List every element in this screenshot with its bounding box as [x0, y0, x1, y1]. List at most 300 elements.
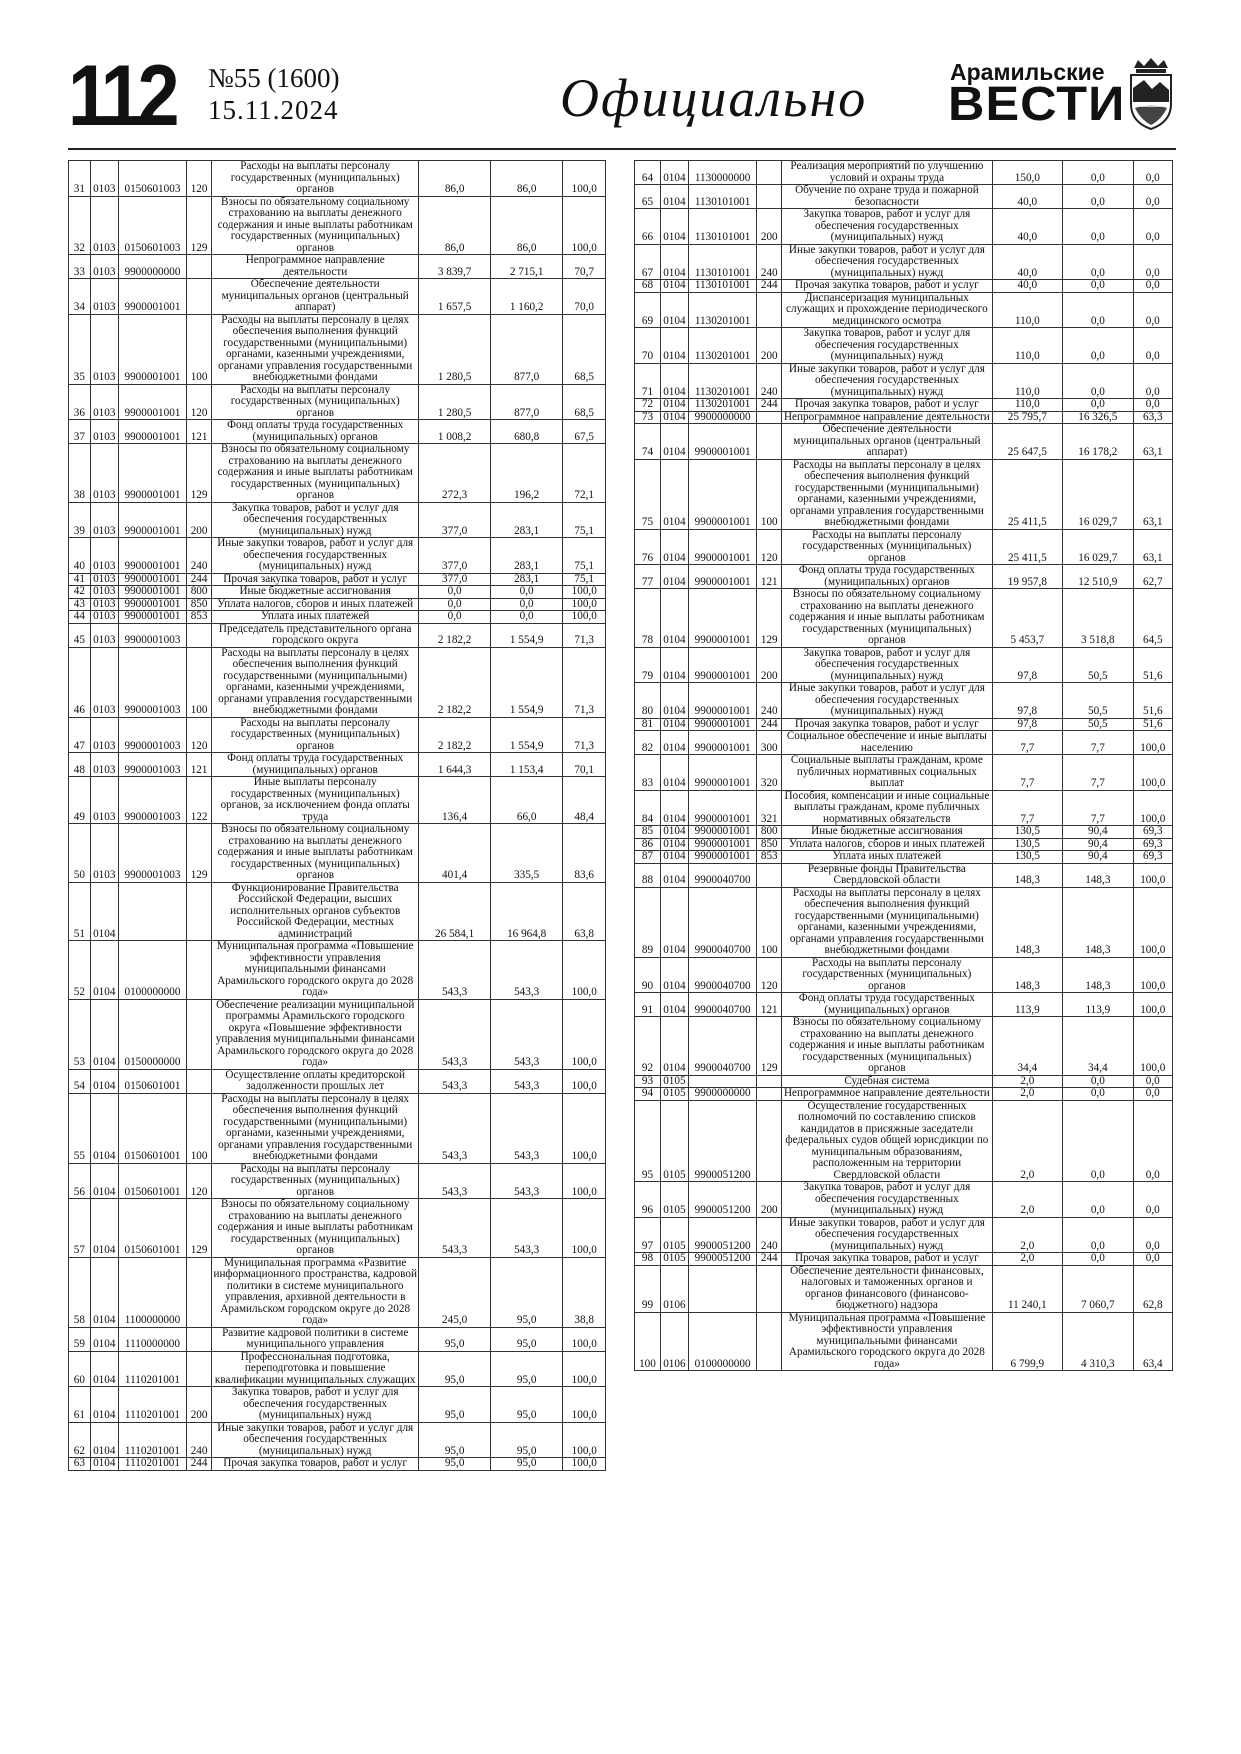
target-article-code: 1110201001 [118, 1387, 186, 1423]
row-number: 75 [635, 459, 661, 529]
row-number: 56 [69, 1163, 91, 1199]
target-article-code: 9900001001 [118, 420, 186, 444]
executed-amount: 283,1 [490, 538, 563, 574]
executed-amount: 90,4 [1063, 838, 1133, 851]
item-description: Закупка товаров, работ и услуг для обеспечения государственных (муниципальных) нужд [782, 1182, 992, 1218]
row-number: 64 [635, 161, 661, 185]
executed-amount: 283,1 [490, 573, 563, 586]
planned-amount: 19 957,8 [992, 565, 1062, 589]
execution-percent: 70,7 [563, 255, 606, 279]
table-left-column [68, 160, 606, 1471]
item-description: Фонд оплаты труда государственных (муниципальных) органов [212, 753, 419, 777]
planned-amount: 1 280,5 [419, 314, 491, 384]
target-article-code: 9900001001 [688, 790, 756, 826]
item-description: Функционирование Правительства Российской Федерации, высших исполнительных органов субъектов Российской Федерации, местных администраций [212, 882, 419, 941]
target-article-code: 9900040700 [688, 1017, 756, 1076]
table-row [69, 623, 606, 647]
planned-amount: 86,0 [419, 161, 491, 197]
execution-percent: 100,0 [1133, 957, 1172, 993]
expense-type-code: 129 [187, 444, 212, 503]
item-description: Муниципальная программа «Развитие информационного пространства, кадровой политики в системе муниципального управления, архивной деятельности в Арамильском городском округе до 2028 года» [213, 1257, 417, 1326]
executed-amount: 0,0 [1063, 244, 1133, 280]
table-row [635, 1265, 1173, 1312]
row-number: 83 [635, 755, 661, 791]
section-code: 0104 [90, 1387, 118, 1423]
target-article-code: 9900001001 [118, 444, 186, 503]
table-row [69, 444, 606, 503]
section-code: 0105 [660, 1253, 688, 1266]
item-description: Иные закупки товаров, работ и услуг для обеспечения государственных (муниципальных) нужд [212, 1422, 419, 1458]
planned-amount: 0,0 [419, 611, 491, 624]
item-description: Иные выплаты персоналу государственных (муниципальных) органов, за исключением фонда оплаты труда [212, 777, 419, 824]
executed-amount: 50,5 [1063, 718, 1133, 731]
section-code: 0103 [90, 444, 118, 503]
row-number: 53 [69, 999, 91, 1069]
execution-percent: 100,0 [563, 941, 606, 1000]
executed-amount: 2 715,1 [490, 255, 563, 279]
row-number: 36 [69, 384, 91, 420]
table-row [635, 529, 1173, 565]
expense-type-code: 200 [757, 647, 782, 683]
expense-type-code: 240 [757, 363, 782, 399]
planned-amount: 25 647,5 [992, 424, 1062, 460]
target-article-code: 9900001001 [688, 683, 756, 719]
expense-type-code: 129 [187, 1199, 212, 1258]
expense-type-code [187, 1257, 212, 1327]
brand-name-bottom: ВЕСТИ [948, 78, 1126, 131]
executed-amount: 0,0 [1063, 209, 1133, 245]
section-code: 0104 [660, 459, 688, 529]
row-number: 65 [635, 185, 661, 209]
section-code: 0104 [660, 851, 688, 864]
target-article-code: 0150601001 [118, 1069, 186, 1093]
target-article-code: 9900001001 [118, 384, 186, 420]
planned-amount: 6 799,9 [992, 1312, 1062, 1371]
expense-type-code: 120 [187, 717, 212, 753]
section-code: 0104 [90, 1069, 118, 1093]
section-code: 0104 [90, 1199, 118, 1258]
expense-type-code: 850 [187, 598, 212, 611]
section-code: 0104 [90, 999, 118, 1069]
execution-percent: 63,1 [1133, 459, 1172, 529]
row-number: 48 [69, 753, 91, 777]
planned-amount: 401,4 [419, 824, 491, 883]
item-description: Прочая закупка товаров, работ и услуг [782, 280, 992, 293]
item-description: Уплата иных платежей [212, 611, 419, 624]
item-description: Судебная система [782, 1075, 992, 1088]
executed-amount: 16 029,7 [1063, 459, 1133, 529]
table-row [69, 882, 606, 941]
execution-percent: 71,3 [563, 647, 606, 717]
item-description: Уплата налогов, сборов и иных платежей [782, 838, 992, 851]
row-number: 88 [635, 863, 661, 887]
planned-amount: 543,3 [419, 1069, 491, 1093]
table-row [69, 611, 606, 624]
table-row [635, 957, 1173, 993]
section-code: 0103 [90, 611, 118, 624]
execution-percent: 69,3 [1133, 826, 1172, 839]
executed-amount: 543,3 [490, 1163, 563, 1199]
row-number: 37 [69, 420, 91, 444]
table-row [635, 1088, 1173, 1101]
target-article-code: 9900001001 [118, 586, 186, 599]
table-row [69, 161, 606, 197]
execution-percent: 0,0 [1133, 280, 1172, 293]
execution-percent: 100,0 [563, 1163, 606, 1199]
target-article-code [118, 882, 186, 941]
executed-amount: 16 178,2 [1063, 424, 1133, 460]
expense-type-code: 120 [187, 384, 212, 420]
planned-amount: 95,0 [419, 1422, 491, 1458]
section-code: 0103 [90, 573, 118, 586]
execution-percent: 63,1 [1133, 529, 1172, 565]
execution-percent: 0,0 [1133, 1217, 1172, 1253]
target-article-code: 9900001001 [688, 755, 756, 791]
executed-amount: 16 029,7 [1063, 529, 1133, 565]
table-row [69, 196, 606, 255]
planned-amount: 7,7 [992, 790, 1062, 826]
item-description: Обеспечение деятельности муниципальных органов (центральный аппарат) [782, 424, 992, 460]
executed-amount: 543,3 [490, 1199, 563, 1258]
target-article-code: 9900001001 [118, 502, 186, 538]
planned-amount: 2,0 [992, 1182, 1062, 1218]
section-code: 0103 [90, 255, 118, 279]
execution-percent: 100,0 [563, 586, 606, 599]
issue-number: №55 (1600) [208, 63, 340, 93]
table-row [635, 424, 1173, 460]
section-code: 0104 [90, 1351, 118, 1387]
item-description: Закупка товаров, работ и услуг для обеспечения государственных (муниципальных) нужд [212, 1387, 419, 1423]
planned-amount: 3 839,7 [419, 255, 491, 279]
section-code: 0103 [90, 196, 118, 255]
executed-amount: 4 310,3 [1063, 1312, 1133, 1371]
executed-amount: 0,0 [1063, 1088, 1133, 1101]
item-description: Председатель представительного органа городского округа [212, 623, 419, 647]
executed-amount: 1 160,2 [490, 279, 563, 315]
expense-type-code: 200 [757, 1182, 782, 1218]
expense-type-code: 800 [187, 586, 212, 599]
item-description: Обеспечение деятельности муниципальных органов (центральный аппарат) [212, 279, 419, 315]
expense-type-code [187, 279, 212, 315]
expense-type-code: 240 [757, 683, 782, 719]
expense-type-code: 120 [187, 1163, 212, 1199]
item-description: Прочая закупка товаров, работ и услуг [782, 399, 992, 412]
table-row [69, 824, 606, 883]
section-code: 0105 [660, 1100, 688, 1182]
row-number: 40 [69, 538, 91, 574]
executed-amount: 86,0 [490, 161, 563, 197]
expense-type-code: 129 [757, 1017, 782, 1076]
execution-percent: 100,0 [1133, 1017, 1172, 1076]
planned-amount: 2,0 [992, 1100, 1062, 1182]
item-description: Расходы на выплаты персоналу государственных (муниципальных) органов [212, 384, 419, 420]
target-article-code: 9900001001 [118, 314, 186, 384]
item-description: Развитие кадровой политики в системе муниципального управления [212, 1327, 419, 1351]
execution-percent: 0,0 [1133, 1088, 1172, 1101]
expense-type-code: 244 [187, 573, 212, 586]
executed-amount: 543,3 [490, 999, 563, 1069]
expense-type-code: 121 [187, 753, 212, 777]
item-description: Непрограммное направление деятельности [782, 1088, 992, 1101]
item-description: Непрограммное направление деятельности [212, 255, 419, 279]
section-code: 0104 [90, 882, 118, 941]
executed-amount: 66,0 [490, 777, 563, 824]
execution-percent: 100,0 [1133, 887, 1172, 957]
target-article-code: 9900001003 [118, 717, 186, 753]
expense-type-code [757, 1265, 782, 1312]
planned-amount: 0,0 [419, 586, 491, 599]
planned-amount: 2,0 [992, 1088, 1062, 1101]
section-code: 0103 [90, 777, 118, 824]
planned-amount: 130,5 [992, 826, 1062, 839]
item-description: Расходы на выплаты персоналу государственных (муниципальных) органов [212, 717, 419, 753]
execution-percent: 69,3 [1133, 838, 1172, 851]
execution-percent: 100,0 [1133, 863, 1172, 887]
execution-percent: 100,0 [1133, 790, 1172, 826]
target-article-code: 1130201001 [688, 328, 756, 364]
section-code: 0104 [660, 280, 688, 293]
execution-percent: 75,1 [563, 538, 606, 574]
planned-amount: 25 795,7 [992, 411, 1062, 424]
section-code: 0105 [660, 1088, 688, 1101]
planned-amount: 2,0 [992, 1075, 1062, 1088]
item-description: Расходы на выплаты персоналу в целях обеспечения выполнения функций государственными (муниципальными) органами, казенными учреждениями, органами управления государственными внебюджетными фондами [782, 887, 992, 957]
expense-type-code: 121 [187, 420, 212, 444]
expense-type-code: 121 [757, 565, 782, 589]
planned-amount: 95,0 [419, 1327, 491, 1351]
table-row [635, 589, 1173, 648]
executed-amount: 0,0 [1063, 363, 1133, 399]
planned-amount: 2,0 [992, 1253, 1062, 1266]
execution-percent: 62,7 [1133, 565, 1172, 589]
expense-type-code: 120 [187, 161, 212, 197]
section-code: 0103 [90, 161, 118, 197]
table-row [69, 647, 606, 717]
item-description: Расходы на выплаты персоналу государственных (муниципальных) органов [212, 161, 419, 197]
item-description: Расходы на выплаты персоналу государственных (муниципальных) органов [782, 529, 992, 565]
expense-type-code: 300 [757, 731, 782, 755]
planned-amount: 148,3 [992, 957, 1062, 993]
item-description: Иные закупки товаров, работ и услуг для обеспечения государственных (муниципальных) нужд [782, 244, 992, 280]
execution-percent: 62,8 [1133, 1265, 1172, 1312]
executed-amount: 0,0 [1063, 280, 1133, 293]
executed-amount: 12 510,9 [1063, 565, 1133, 589]
execution-percent: 72,1 [563, 444, 606, 503]
execution-percent: 0,0 [1133, 1075, 1172, 1088]
item-description: Иные бюджетные ассигнования [782, 826, 992, 839]
row-number: 60 [69, 1351, 91, 1387]
executed-amount: 90,4 [1063, 851, 1133, 864]
section-code: 0103 [90, 753, 118, 777]
execution-percent: 0,0 [1133, 399, 1172, 412]
section-code: 0105 [660, 1075, 688, 1088]
target-article-code: 9900001001 [688, 565, 756, 589]
row-number: 63 [69, 1458, 91, 1471]
row-number: 50 [69, 824, 91, 883]
row-number: 76 [635, 529, 661, 565]
execution-percent: 71,3 [563, 623, 606, 647]
item-description: Осуществление оплаты кредиторской задолженности прошлых лет [212, 1069, 419, 1093]
planned-amount: 543,3 [419, 999, 491, 1069]
item-description: Взносы по обязательному социальному страхованию на выплаты денежного содержания и иные выплаты работникам государственных (муниципальных) органов [212, 444, 419, 503]
section-code: 0103 [90, 598, 118, 611]
execution-percent: 100,0 [563, 598, 606, 611]
row-number: 57 [69, 1199, 91, 1258]
issue-date: 15.11.2024 [208, 95, 339, 125]
table-row [69, 1458, 606, 1471]
execution-percent: 100,0 [563, 1351, 606, 1387]
item-description: Расходы на выплаты персоналу государственных (муниципальных) органов [212, 1163, 419, 1199]
item-description: Реализация мероприятий по улучшению условий и охраны труда [782, 161, 992, 185]
section-code: 0104 [660, 647, 688, 683]
target-article-code: 0150601001 [118, 1199, 186, 1258]
item-description: Расходы на выплаты персоналу в целях обеспечения выполнения функций государственными (муниципальными) органами, казенными учреждениями, органами управления государственными внебюджетными фондами [782, 459, 992, 529]
executed-amount: 148,3 [1063, 957, 1133, 993]
execution-percent: 69,3 [1133, 851, 1172, 864]
target-article-code: 1110000000 [118, 1327, 186, 1351]
execution-percent: 67,5 [563, 420, 606, 444]
page-number: 112 [68, 48, 175, 144]
row-number: 79 [635, 647, 661, 683]
planned-amount: 25 411,5 [992, 529, 1062, 565]
execution-percent: 51,6 [1133, 683, 1172, 719]
executed-amount: 0,0 [1063, 292, 1133, 328]
expense-type-code: 100 [187, 647, 212, 717]
execution-percent: 100,0 [563, 999, 606, 1069]
execution-percent: 0,0 [1133, 161, 1172, 185]
section-code: 0104 [660, 565, 688, 589]
section-code: 0104 [90, 1327, 118, 1351]
table-row [69, 1093, 606, 1163]
row-number: 58 [69, 1257, 91, 1327]
execution-percent: 100,0 [563, 611, 606, 624]
execution-percent: 51,6 [1133, 718, 1172, 731]
item-description: Осуществление государственных полномочий по составлению списков кандидатов в присяжные заседатели федеральных судов общей юрисдикции по муниципальным образованиям, расположенным на территории Свердловской области [782, 1100, 992, 1182]
table-row [635, 683, 1173, 719]
planned-amount: 40,0 [992, 280, 1062, 293]
expense-type-code: 200 [757, 209, 782, 245]
section-code: 0103 [90, 623, 118, 647]
executed-amount: 50,5 [1063, 647, 1133, 683]
table-row [635, 459, 1173, 529]
section-code: 0103 [90, 502, 118, 538]
row-number: 35 [69, 314, 91, 384]
planned-amount: 40,0 [992, 244, 1062, 280]
row-number: 52 [69, 941, 91, 1000]
row-number: 77 [635, 565, 661, 589]
expense-type-code [187, 255, 212, 279]
executed-amount: 0,0 [1063, 185, 1133, 209]
target-article-code: 9900001001 [688, 459, 756, 529]
row-number: 84 [635, 790, 661, 826]
row-number: 74 [635, 424, 661, 460]
row-number: 46 [69, 647, 91, 717]
budget-table-left [68, 160, 606, 1471]
section-code: 0104 [660, 292, 688, 328]
expense-type-code: 321 [757, 790, 782, 826]
section-code: 0104 [660, 411, 688, 424]
executed-amount: 148,3 [1063, 863, 1133, 887]
planned-amount: 1 008,2 [419, 420, 491, 444]
expense-type-code: 100 [757, 887, 782, 957]
execution-percent: 0,0 [1133, 328, 1172, 364]
executed-amount: 196,2 [490, 444, 563, 503]
row-number: 90 [635, 957, 661, 993]
expense-type-code: 120 [757, 957, 782, 993]
row-number: 47 [69, 717, 91, 753]
item-description: Расходы на выплаты персоналу государственных (муниципальных) органов [782, 957, 992, 993]
item-description: Закупка товаров, работ и услуг для обеспечения государственных (муниципальных) нужд [782, 647, 992, 683]
target-article-code: 1130101001 [688, 280, 756, 293]
execution-percent: 100,0 [563, 1422, 606, 1458]
executed-amount: 335,5 [490, 824, 563, 883]
planned-amount: 110,0 [992, 328, 1062, 364]
target-article-code: 9900040700 [688, 863, 756, 887]
execution-percent: 0,0 [1133, 1182, 1172, 1218]
table-row [635, 851, 1173, 864]
section-code: 0104 [660, 718, 688, 731]
expense-type-code [757, 1100, 782, 1182]
target-article-code: 9900001003 [118, 824, 186, 883]
expense-type-code [757, 1075, 782, 1088]
row-number: 96 [635, 1182, 661, 1218]
execution-percent: 0,0 [1133, 185, 1172, 209]
executed-amount: 1 554,9 [490, 647, 563, 717]
table-row [69, 1422, 606, 1458]
table-row [69, 1257, 606, 1327]
executed-amount: 0,0 [1063, 1100, 1133, 1182]
section-code: 0103 [90, 538, 118, 574]
expense-type-code [187, 623, 212, 647]
row-number: 95 [635, 1100, 661, 1182]
expense-type-code [187, 999, 212, 1069]
table-row [69, 1069, 606, 1093]
table-row [635, 790, 1173, 826]
target-article-code: 9900001001 [688, 851, 756, 864]
expense-type-code: 200 [187, 1387, 212, 1423]
target-article-code: 1130101001 [688, 185, 756, 209]
execution-percent: 38,8 [563, 1257, 606, 1327]
row-number: 78 [635, 589, 661, 648]
planned-amount: 86,0 [419, 196, 491, 255]
expense-type-code [187, 941, 212, 1000]
target-article-code: 0100000000 [118, 941, 186, 1000]
execution-percent: 68,5 [563, 384, 606, 420]
planned-amount: 377,0 [419, 502, 491, 538]
row-number: 34 [69, 279, 91, 315]
item-description: Расходы на выплаты персоналу в целях обеспечения выполнения функций государственными (муниципальными) органами, казенными учреждениями, органами управления государственными внебюджетными фондами [212, 647, 419, 717]
section-code: 0105 [660, 1217, 688, 1253]
target-article-code: 0150601001 [118, 1163, 186, 1199]
target-article-code: 9900001001 [688, 718, 756, 731]
row-number: 92 [635, 1017, 661, 1076]
section-code: 0103 [90, 279, 118, 315]
planned-amount: 148,3 [992, 863, 1062, 887]
executed-amount: 113,9 [1063, 993, 1133, 1017]
execution-percent: 100,0 [563, 1069, 606, 1093]
item-description: Социальное обеспечение и иные выплаты населению [782, 731, 992, 755]
executed-amount: 543,3 [490, 1093, 563, 1163]
target-article-code: 0150601003 [118, 161, 186, 197]
executed-amount: 0,0 [1063, 1253, 1133, 1266]
target-article-code: 9900001001 [688, 826, 756, 839]
row-number: 54 [69, 1069, 91, 1093]
section-code: 0104 [90, 941, 118, 1000]
planned-amount: 2 182,2 [419, 623, 491, 647]
target-article-code: 1100000000 [118, 1257, 186, 1327]
row-number: 32 [69, 196, 91, 255]
section-code: 0103 [90, 824, 118, 883]
